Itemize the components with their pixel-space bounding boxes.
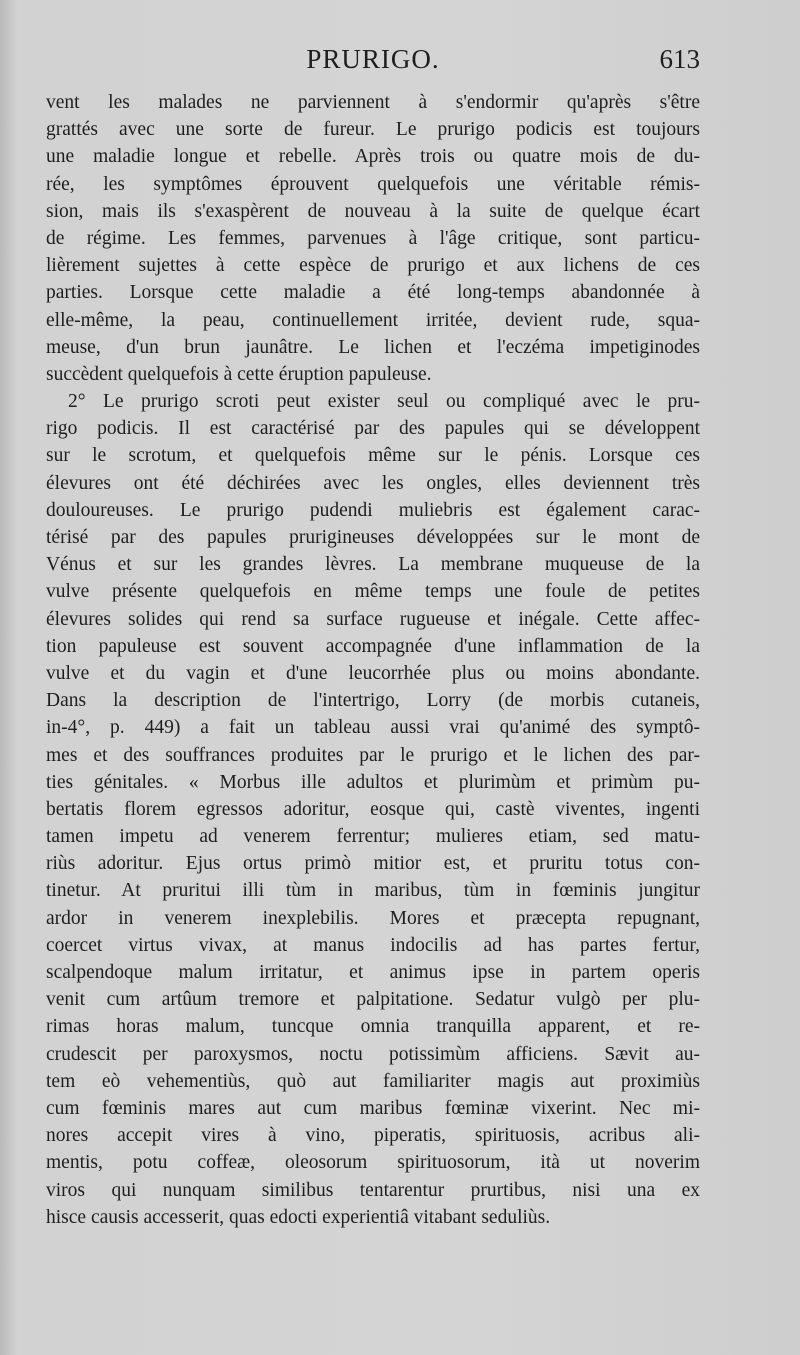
text-line: coercet virtus vivax, at manus indocilis ad has partes fertur, bbox=[46, 934, 700, 956]
text-line: in-4°, p. 449) a fait un tableau aussi vrai qu'animé des symptô- bbox=[46, 717, 700, 739]
body-text bbox=[46, 89, 700, 1231]
text-line: térisé par des papules prurigineuses développées sur le mont de bbox=[46, 527, 700, 548]
text-line: vent les malades ne parviennent à s'endormir qu'après s'être bbox=[46, 92, 700, 113]
text-line: douloureuses. Le prurigo pudendi muliebris est également carac- bbox=[46, 499, 700, 521]
text-line: tion papuleuse est souvent accompagnée d'une inflammation de la bbox=[46, 635, 700, 657]
text-line: tamen impetu ad venerem ferrentur; mulieres etiam, sed matu- bbox=[46, 826, 700, 848]
text-line: succèdent quelquefois à cette éruption papuleuse. bbox=[46, 363, 432, 385]
text-line: de régime. Les femmes, parvenues à l'âge critique, sont particu- bbox=[46, 227, 700, 249]
text-line: élevures ont été déchirées avec les ongles, elles deviennent très bbox=[46, 472, 700, 494]
text-line: rée, les symptômes éprouvent quelquefois une véritable rémis- bbox=[46, 173, 700, 195]
text-line: sion, mais ils s'exaspèrent de nouveau à la suite de quelque écart bbox=[46, 200, 700, 222]
text-line: vulve et du vagin et d'une leucorrhée plus ou moins abondante. bbox=[46, 662, 700, 684]
text-line: crudescit per paroxysmos, noctu potissimùm afficiens. Sævit au- bbox=[46, 1043, 700, 1065]
text-line: mes et des souffrances produites par le prurigo et le lichen des par- bbox=[46, 744, 700, 766]
text-line: rigo podicis. Il est caractérisé par des papules qui se développent bbox=[46, 418, 700, 440]
text-line: Dans la description de l'intertrigo, Lorry (de morbis cutaneis, bbox=[46, 690, 700, 712]
text-line: sur le scrotum, et quelquefois même sur le pénis. Lorsque ces bbox=[46, 445, 700, 467]
text-line: 2° Le prurigo scroti peut exister seul ou compliqué avec le pru- bbox=[68, 391, 700, 413]
text-line: riùs adoritur. Ejus ortus primò mitior est, et pruritu totus con- bbox=[46, 853, 700, 875]
text-line: rimas horas malum, tuncque omnia tranquilla apparent, et re- bbox=[46, 1016, 700, 1038]
text-line: viros qui nunquam similibus tentarentur prurtibus, nisi una ex bbox=[46, 1179, 700, 1201]
text-line: vulve présente quelquefois en même temps une foule de petites bbox=[46, 581, 700, 603]
text-line: scalpendoque malum irritatur, et animus ipse in partem operis bbox=[46, 962, 700, 983]
text-line: ardor in venerem inexplebilis. Mores et præcepta repugnant, bbox=[46, 907, 700, 929]
running-title: PRURIGO. bbox=[306, 44, 440, 74]
text-line: ties génitales. « Morbus ille adultos et plurimùm et primùm pu- bbox=[46, 771, 700, 793]
text-line: venit cum artûum tremore et palpitatione. Sedatur vulgò per plu- bbox=[46, 989, 700, 1011]
text-line: lièrement sujettes à cette espèce de prurigo et aux lichens de ces bbox=[46, 255, 700, 277]
text-line: nores accepit vires à vino, piperatis, spirituosis, acribus ali- bbox=[46, 1125, 700, 1147]
text-line: elle-même, la peau, continuellement irritée, devient rude, squa- bbox=[46, 309, 700, 331]
text-line: Vénus et sur les grandes lèvres. La membrane muqueuse de la bbox=[46, 554, 700, 576]
text-line: élevures solides qui rend sa surface rugueuse et inégale. Cette affec- bbox=[46, 608, 700, 630]
text-line: hisce causis accesserit, quas edocti experientiâ vitabant seduliùs. bbox=[46, 1206, 551, 1228]
page-header bbox=[46, 42, 700, 78]
text-line: grattés avec une sorte de fureur. Le prurigo podicis est toujours bbox=[46, 119, 700, 141]
text-line: une maladie longue et rebelle. Après trois ou quatre mois de du- bbox=[46, 146, 700, 168]
text-line: bertatis florem egressos adoritur, eosque qui, castè viventes, ingenti bbox=[46, 798, 700, 820]
text-line: cum fœminis mares aut cum maribus fœminæ vixerint. Nec mi- bbox=[46, 1097, 700, 1119]
text-line: parties. Lorsque cette maladie a été long-temps abandonnée à bbox=[46, 282, 700, 304]
text-line: tem eò vehementiùs, quò aut familiariter magis aut proximiùs bbox=[46, 1070, 700, 1092]
text-line: tinetur. At prurituі illi tùm in maribus, tùm in fœminis jungitur bbox=[46, 880, 700, 902]
text-line: meuse, d'un brun jaunâtre. Le lichen et l'eczéma impetiginodes bbox=[46, 336, 700, 358]
page-number: 613 bbox=[659, 44, 700, 74]
text-line: mentis, potu coffeæ, oleosorum spirituosorum, ità ut noverim bbox=[46, 1152, 700, 1174]
